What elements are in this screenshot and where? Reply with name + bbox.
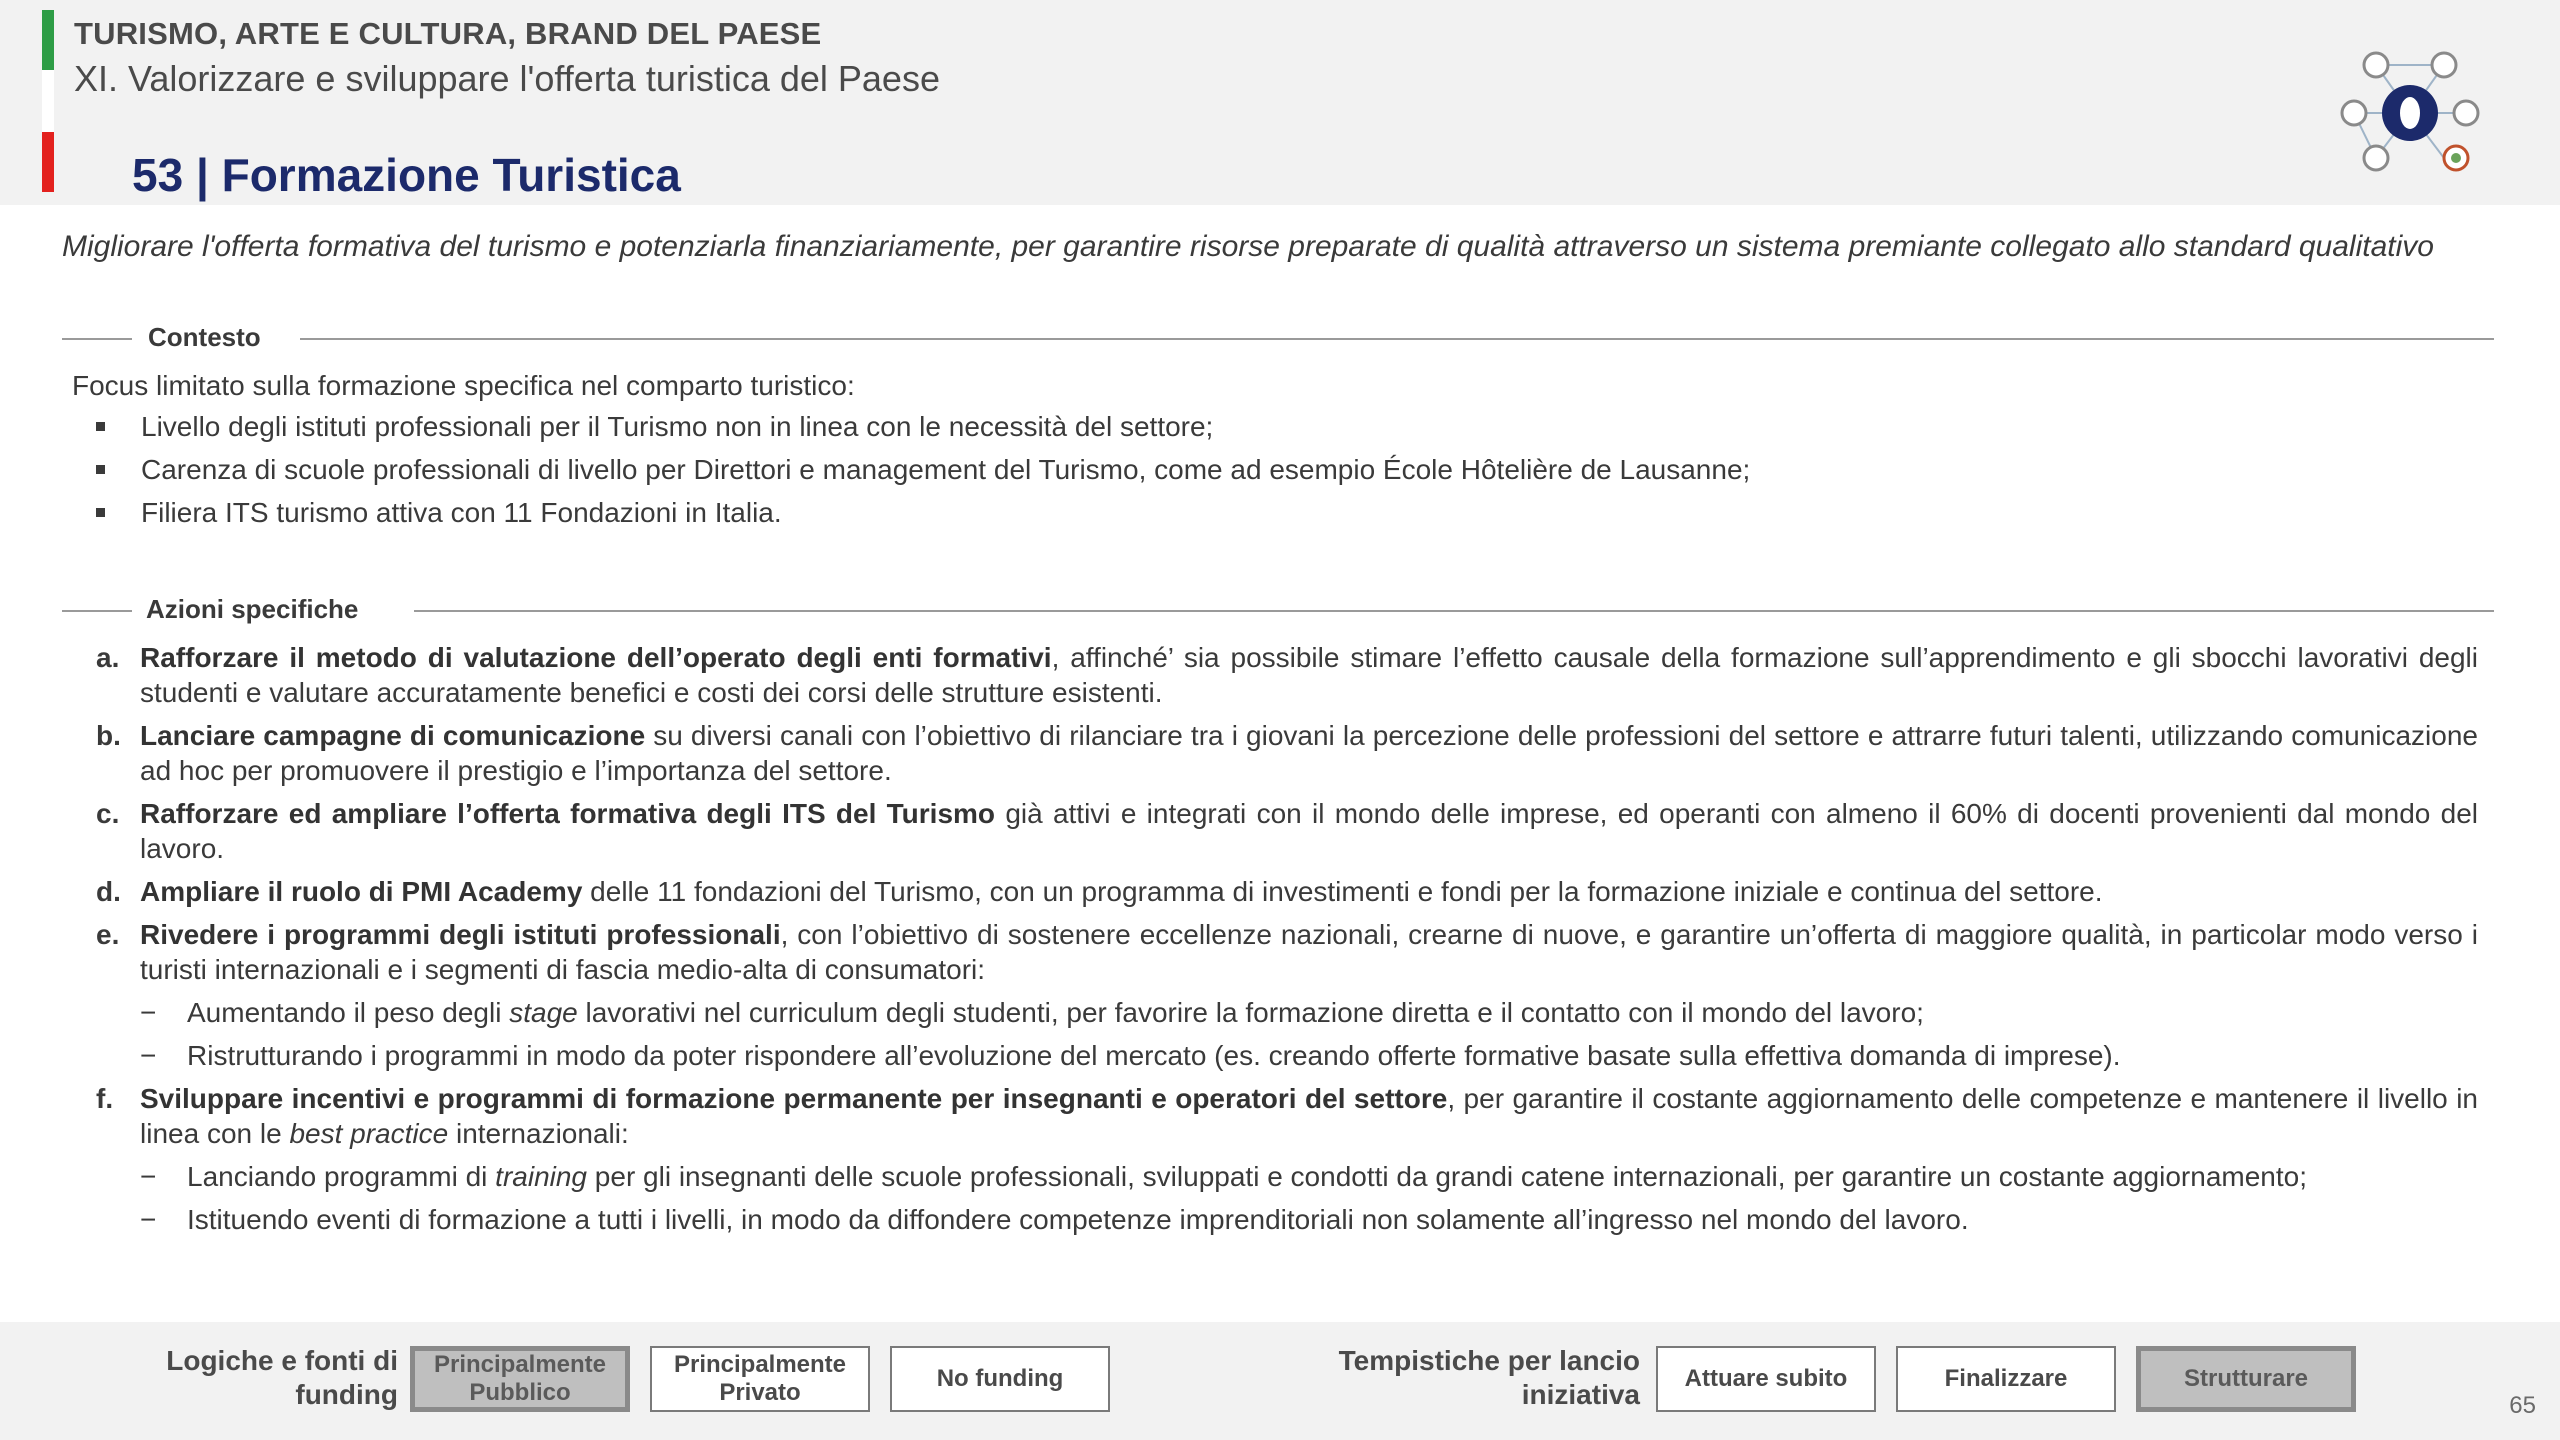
action-title: Lanciare campagne di comunicazione (140, 720, 646, 751)
actions-section-header (62, 590, 2494, 630)
flag-green-stripe (42, 10, 54, 70)
funding-private-box (650, 1346, 870, 1412)
action-item-f (92, 1081, 2478, 1151)
action-description: internazionali: (448, 1118, 629, 1149)
subitem-text: Lanciando programmi di (187, 1161, 496, 1192)
action-letter: a. (96, 642, 120, 673)
action-item-b (92, 718, 2478, 788)
slide-footer (0, 1322, 2560, 1440)
list-item (96, 410, 2476, 444)
timing-now-box (1656, 1346, 1876, 1412)
bullet-square-icon (96, 422, 105, 431)
divider-line (62, 610, 132, 612)
action-emphasis: best practice (289, 1118, 449, 1149)
action-title: Ampliare il ruolo di PMI Academy (140, 876, 583, 907)
box-label-line: Principalmente (433, 1351, 607, 1378)
dash-bullet: − (140, 1040, 157, 1071)
page-title: 53 | Formazione Turistica (132, 149, 681, 201)
funding-label (140, 1344, 398, 1412)
box-label: No funding (936, 1365, 1064, 1392)
action-title: Rafforzare ed ampliare l’offerta formativa degli ITS del Turismo (140, 798, 996, 829)
bullet-text: Filiera ITS turismo attiva con 11 Fondazioni in Italia. (141, 497, 782, 528)
action-description: già attivi e integrati con il mondo delle imprese, ed operanti con almeno il 60% di docenti provenienti dal mondo del lavoro. (140, 798, 2478, 864)
dash-bullet: − (140, 997, 157, 1028)
subitem-text: Aumentando il peso degli (187, 997, 510, 1028)
subitem-text: Ristrutturando i programmi in modo da poter rispondere all’evoluzione del mercato (es. creando offerte formative basate sulla effettiva domanda di imprese). (187, 1040, 2121, 1071)
timing-label-line: iniziativa (1521, 1379, 1640, 1410)
action-description: , affinché’ sia possibile stimare l’effetto causale della formazione sull’apprendimento e gli sbocchi lavorativi degli studenti e valutare accuratamente benefici e costi dei corsi delle strutture esistenti. (140, 642, 2478, 708)
action-title: Sviluppare incentivi e programmi di formazione permanente per insegnanti e operatori del settore (140, 1083, 1448, 1114)
action-letter: c. (96, 798, 120, 829)
subitem-text: per gli insegnanti delle scuole professionali, sviluppati e condotti da grandi catene internazionali, per garantire un costante aggiornamento; (587, 1161, 2307, 1192)
actions-heading: Azioni specifiche (146, 594, 359, 624)
box-label-line: Pubblico (469, 1379, 571, 1406)
timing-finalize-box (1896, 1346, 2116, 1412)
box-label: Attuare subito (1684, 1365, 1848, 1392)
action-subitem (92, 1038, 2478, 1073)
funding-label-line: funding (295, 1379, 398, 1410)
bullet-square-icon (96, 508, 105, 517)
box-label-line: Privato (719, 1379, 801, 1406)
action-item-d (92, 874, 2478, 909)
timing-label (1260, 1344, 1640, 1412)
box-label-line: Principalmente (673, 1351, 847, 1378)
action-letter: b. (96, 720, 121, 751)
slide-header (0, 0, 2560, 205)
bullet-square-icon (96, 465, 105, 474)
no-funding-box (890, 1346, 1110, 1412)
context-intro: Focus limitato sulla formazione specifica nel comparto turistico: (72, 370, 855, 401)
action-title: Rafforzare il metodo di valutazione dell’operato degli enti formativi (140, 642, 1052, 673)
action-letter: d. (96, 876, 121, 907)
divider-line (62, 338, 132, 340)
timing-structure-box (2136, 1346, 2356, 1412)
divider-line (300, 338, 2494, 340)
flag-red-stripe (42, 132, 54, 192)
actions-list (92, 640, 2478, 1245)
dash-bullet: − (140, 1161, 157, 1192)
timing-label-line: Tempistiche per lancio (1338, 1345, 1640, 1376)
dash-bullet: − (140, 1204, 157, 1235)
action-item-e (92, 917, 2478, 987)
funding-label-line: Logiche e fonti di (166, 1345, 398, 1376)
sector-title: TURISMO, ARTE E CULTURA, BRAND DEL PAESE (74, 16, 822, 51)
subitem-emphasis: training (495, 1161, 588, 1192)
subitem-text: lavorativi nel curriculum degli studenti, per favorire la formazione diretta e il contatto con il mondo del lavoro; (577, 997, 1924, 1028)
action-subitem (92, 995, 2478, 1030)
list-item (96, 453, 2476, 487)
box-label: Strutturare (2183, 1365, 2309, 1392)
context-section-header (62, 318, 2494, 358)
italian-flag-bar (42, 10, 54, 192)
action-item-c (92, 796, 2478, 866)
action-description: , con l’obiettivo di sostenere eccellenze nazionali, crearne di nuove, e garantire un’offerta di maggiore qualità, in particolar modo verso i turisti internazionali e i segmenti di fascia medio-alta di consumatori: (140, 919, 2478, 985)
subitem-emphasis: stage (509, 997, 578, 1028)
chapter-subtitle: XI. Valorizzare e sviluppare l'offerta turistica del Paese (74, 58, 940, 99)
context-bullet-list (96, 410, 2476, 539)
bullet-text: Carenza di scuole professionali di livello per Direttori e management del Turismo, come ad esempio École Hôtelière de Lausanne; (141, 454, 1751, 485)
box-label: Finalizzare (1944, 1365, 2068, 1392)
page-number: 65 (2509, 1392, 2536, 1419)
subitem-text: Istituendo eventi di formazione a tutti i livelli, in modo da diffondere competenze imprenditoriali non solamente all’ingresso nel mondo del lavoro. (187, 1204, 1969, 1235)
action-description: , per garantire il costante aggiornamento delle competenze e mantenere il livello in linea con le (140, 1083, 2479, 1149)
context-heading: Contesto (148, 322, 261, 352)
action-title: Rivedere i programmi degli istituti professionali (140, 919, 781, 950)
action-description: su diversi canali con l’obiettivo di rilanciare tra i giovani la percezione delle professioni del settore e attrarre futuri talenti, utilizzando comunicazione ad hoc per promuovere il prestigio e l’importanza del settore. (140, 720, 2478, 786)
funding-public-box (410, 1346, 630, 1412)
list-item (96, 496, 2476, 530)
bullet-text: Livello degli istituti professionali per il Turismo non in linea con le necessità del settore; (141, 411, 1214, 442)
action-subitem (92, 1202, 2478, 1237)
flag-white-stripe (42, 70, 54, 132)
action-description: delle 11 fondazioni del Turismo, con un programma di investimenti e fondi per la formazione iniziale e continua del settore. (582, 876, 2103, 907)
objective-text: Migliorare l'offerta formativa del turismo e potenziarla finanziariamente, per garantire risorse preparate di qualità attraverso un sistema premiante collegato allo standard qualitativo (62, 230, 2434, 263)
action-subitem (92, 1159, 2478, 1194)
action-letter: f. (96, 1083, 114, 1114)
action-letter: e. (96, 919, 120, 950)
network-logo-icon (2330, 45, 2490, 180)
divider-line (414, 610, 2494, 612)
action-item-a (92, 640, 2478, 710)
